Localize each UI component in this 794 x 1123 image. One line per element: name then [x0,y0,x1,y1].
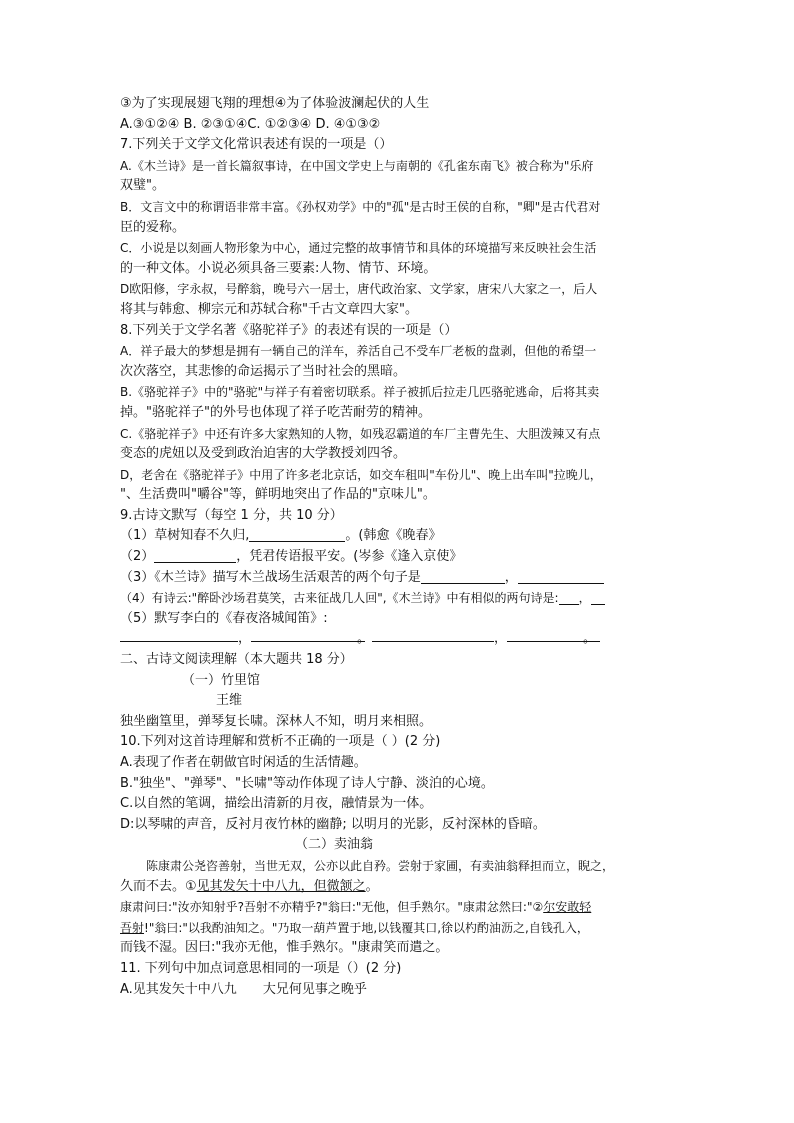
answer-blank[interactable] [251,641,365,642]
passage-line-3 [120,897,680,918]
q9-item-2 [120,547,680,568]
q9-item-4-comma: ， [578,591,591,606]
q7-option-c-cont: 的一种文体。小说必须具备三要素:人物、情节、环境。 [120,260,437,276]
q7-option-d-cont: 将其与韩愈、柳宗元和苏轼合称"千古文章四大家"。 [120,301,418,317]
q8-option-d: D，老舍在《骆驼祥子》中用了许多老北京话，如交车租叫"车份儿"、晚上出车叫"拉晚儿， [120,467,602,482]
q8-stem: 8.下列关于文学名著《骆驼祥子》的表述有误的一项是（） [120,322,458,338]
passage-line-1: 陈康肃公尧咨善射，当世无双，公亦以此自矜。尝射于家圃，有卖油翁释担而立，睨之， [146,858,615,873]
q7-stem: 7.下列关于文学文化常识表述有误的一项是（） [120,137,393,153]
answer-blank[interactable] [591,590,605,605]
q9-item-5: （5）默写李白的《春夜洛城闻笛》: [120,610,328,626]
q7-option-a-cont: 双璧"。 [120,178,165,194]
q9-item-4-text: （4）有诗云:"醉卧沙场君莫笑，古来征战几人回",《木兰诗》中有相似的两句诗是: [120,591,559,606]
q10-option-c: C.以自然的笔调，描绘出清新的月夜，融情景为一体。 [120,796,433,812]
punct-mark: ， [494,631,508,647]
q9-item-3-text: （3）《木兰诗》描写木兰战场生活艰苦的两个句子是 [120,569,421,585]
underlined-sentence-2: 尔安敢轻 [543,900,592,915]
q11-stem: 11. 下列句中加点词意思相同的一项是（）(2 分) [120,960,402,976]
punct-mark: ， [238,631,252,647]
poem-author: 王维 [216,693,243,709]
q8-option-b-cont: 掉。"骆驼祥子"的外号也体现了祥子吃苦耐劳的精神。 [120,404,431,420]
underlined-sentence-2-cont: 吾射 [120,920,145,935]
q11-option-a-left: A.见其发矢十中八九 [120,981,237,997]
q8-option-c-cont: 变态的虎妞以及受到政治迫害的大学教授刘四爷。 [120,446,407,462]
q9-item-1-source: 。(韩愈《晚春》 [345,528,442,544]
q7-option-b: B．文言文中的称谓语非常丰富。《孙权劝学》中的"孤"是古时王侯的自称，"卿"是古代君对 [120,199,601,214]
answer-blank[interactable] [372,641,494,642]
punct-mark: 。 [583,631,597,647]
q7-option-a: A.《木兰诗》是一首长篇叙事诗，在中国文学史上与南朝的《孔雀东南飞》被合称为"乐府 [120,158,594,173]
passage-text: 。 [365,878,379,894]
q9-item-1-prefix: （1）草树知春不久归, [120,528,250,544]
q11-option-a-right: 大兄何见事之晚乎 [262,981,367,997]
q10-option-b: B."独坐"、"弹琴"、"长啸"等动作体现了诗人宁静、淡泊的心境。 [120,775,494,791]
q6-choices: A.③①②④ B. ②③①④C. ①②③④ D. ④①③② [120,116,381,132]
passage-line-2 [120,877,680,898]
q7-option-c: C．小说是以刻画人物形象为中心，通过完整的故事情节和具体的环境描写来反映社会生活 [120,241,597,256]
passage-text: 康肃问曰:"汝亦知射乎?吾射不亦精乎?"翁曰:"无他，但手熟尔。"康肃忿然曰:"② [120,900,544,915]
q8-option-a-cont: 次次落空，其悲惨的命运揭示了当时社会的黑暗。 [120,363,407,379]
q10-option-a: A.表现了作者在朝做官时闲适的生活情趣。 [120,755,367,770]
poem-title: （一）竹里馆 [182,672,261,688]
q9-item-2-text: ，凭君传语报平安。(岑参《逢入京使》 [236,549,463,565]
q9-item-4 [120,588,680,609]
q8-option-d-cont: "、生活费叫"嚼谷"等，鲜明地突出了作品的"京味儿"。 [120,487,436,503]
passage-text: 久而不去。① [120,878,197,894]
answer-blank[interactable] [421,569,505,584]
q10-option-d: D:以琴啸的声音，反衬月夜竹林的幽静; 以明月的光影，反衬深林的昏暗。 [120,816,546,832]
q9-item-3-comma: ， [504,569,518,585]
q6-options-tail: ③为了实现展翅飞翔的理想④为了体验波澜起伏的人生 [120,96,430,111]
q10-stem: 10.下列对这首诗理解和赏析不正确的一项是（ ）(2 分) [120,734,441,750]
passage-line-4 [120,918,680,939]
q11-option-a [120,980,680,1001]
underlined-sentence-1: 见其发矢十中八九，但微颔之 [196,878,366,894]
passage-line-5: 而钱不湿。因曰:"我亦无他，惟手熟尔。"康肃笑而遣之。 [120,940,449,956]
q8-option-a: A．祥子最大的梦想是拥有一辆自己的洋车，养活自己不受车厂老板的盘剥，但他的希望一 [120,344,597,359]
answer-blank[interactable] [597,641,600,642]
passage-title: （二）卖油翁 [295,837,374,853]
q7-option-b-cont: 臣的爱称。 [120,219,186,235]
exam-page [120,94,680,1000]
section-2-heading: 二、古诗文阅读理解（本大题共 18 分） [120,652,353,668]
poem-text: 独坐幽篁里，弹琴复长啸。深林人不知，明月来相照。 [120,713,433,729]
q9-item-5-blanks [120,629,680,650]
q7-option-d: D欧阳修，字永叔，号醉翁，晚号六一居士，唐代政治家、文学家，唐宋八大家之一，后人 [120,282,598,297]
q8-option-b: B.《骆驼祥子》中的"骆驼"与祥子有着密切联系。祥子被抓后拉走几匹骆驼逃命，后将其卖 [120,385,600,400]
q9-stem: 9.古诗文默写（每空 1 分，共 10 分） [120,507,343,523]
q9-item-2-prefix: （2） [120,549,155,565]
answer-blank[interactable] [518,569,604,584]
q8-option-c: C.《骆驼祥子》中还有许多大家熟知的人物，如残忍霸道的车厂主曹先生、大胆泼辣又有点 [120,426,601,441]
answer-blank[interactable] [559,590,579,605]
answer-blank[interactable] [120,641,238,642]
answer-blank[interactable] [249,527,345,542]
passage-text: !"翁曰:"以我酌油知之。"乃取一葫芦置于地,以钱覆其口,徐以杓酌油沥之,自钱孔入， [144,920,589,935]
q9-item-3 [120,568,680,589]
punct-mark: 。 [357,631,371,647]
answer-blank[interactable] [154,548,236,563]
q9-item-1 [120,526,680,547]
